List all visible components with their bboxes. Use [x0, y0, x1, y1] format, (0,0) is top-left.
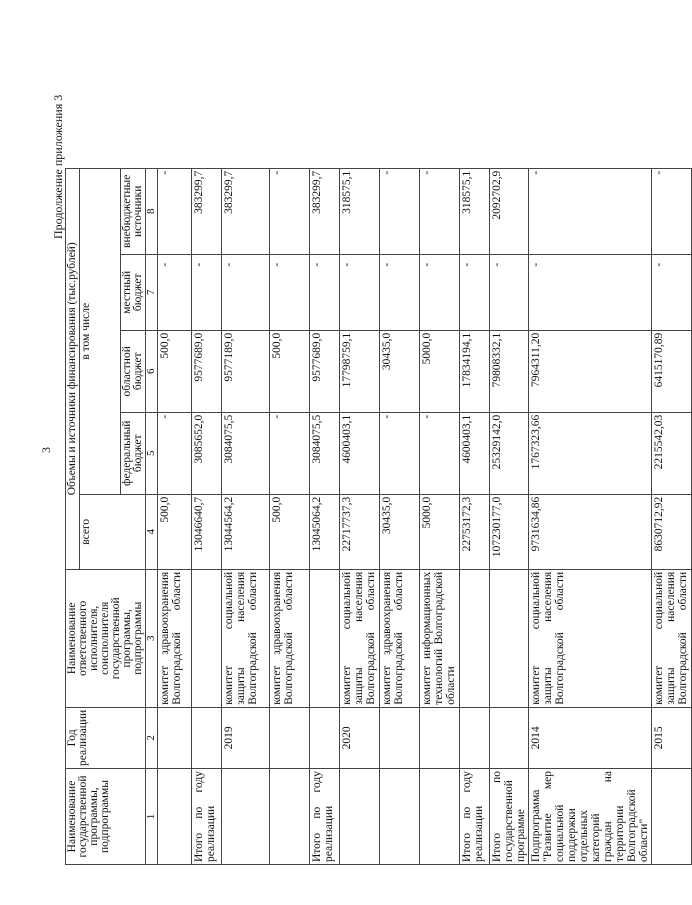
row-executor-cell — [310, 569, 340, 707]
row-federal-value: 2215542,03 — [652, 412, 692, 494]
table-row — [192, 168, 222, 864]
header-federal: федеральный бюджет — [121, 412, 146, 494]
row-local-value: - — [270, 254, 310, 330]
row-year-cell: 2020 — [340, 707, 380, 768]
row-total-value: 107230177,0 — [490, 494, 529, 569]
row-year-cell — [270, 707, 310, 768]
row-total-value: 8630712,92 — [652, 494, 692, 569]
row-extra-value: - — [380, 168, 420, 254]
row-extra-value: 318575,1 — [460, 168, 490, 254]
row-total-value: 22717737,3 — [340, 494, 380, 569]
row-federal-value: - — [420, 412, 460, 494]
row-program-cell — [158, 769, 192, 865]
row-program-cell — [380, 769, 420, 865]
row-executor-cell: комитет социальной защиты населения Волгоградской области — [652, 569, 692, 707]
table-row — [380, 168, 420, 864]
row-regional-value: 6415170,89 — [652, 330, 692, 412]
row-total-value: 30435,0 — [380, 494, 420, 569]
row-federal-value: 3084075,5 — [222, 412, 270, 494]
column-number: 4 — [146, 494, 158, 569]
table-row — [270, 168, 310, 864]
column-number: 3 — [146, 569, 158, 707]
row-total-value: 13046640,7 — [192, 494, 222, 569]
column-number: 1 — [146, 769, 158, 865]
row-regional-value: 9577689,0 — [310, 330, 340, 412]
header-program-name: Наименование государственной программы, подпрограммы — [66, 769, 146, 865]
row-year-cell — [490, 707, 529, 768]
row-program-cell: Итого по году реализации — [192, 769, 222, 865]
row-executor-cell — [460, 569, 490, 707]
row-program-cell: Подпрограмма "Развитие мер социальной поддержки отдельных категорий граждан на территории Волгоградской области" — [529, 769, 652, 865]
row-total-value: 500,0 — [270, 494, 310, 569]
header-executor: Наименование ответственного исполнителя, соисполнителя государственной программы, подпрограммы — [66, 569, 146, 707]
row-local-value: - — [192, 254, 222, 330]
row-year-cell — [192, 707, 222, 768]
row-federal-value: - — [380, 412, 420, 494]
header-year: Год реализации — [66, 707, 146, 768]
row-year-cell — [460, 707, 490, 768]
row-program-cell: Итого по государственной программе — [490, 769, 529, 865]
row-program-cell — [222, 769, 270, 865]
row-regional-value: 9577689,0 — [192, 330, 222, 412]
row-year-cell: 2019 — [222, 707, 270, 768]
row-local-value: - — [420, 254, 460, 330]
row-program-cell: Итого по году реализации — [310, 769, 340, 865]
row-regional-value: 9577189,0 — [222, 330, 270, 412]
table-row — [158, 168, 192, 864]
table-body — [158, 168, 692, 864]
row-extra-value: - — [420, 168, 460, 254]
page-number: 3 — [39, 447, 53, 453]
financing-table — [65, 168, 692, 865]
row-local-value: - — [310, 254, 340, 330]
row-program-cell — [652, 769, 692, 865]
row-local-value: - — [460, 254, 490, 330]
row-extra-value: - — [158, 168, 192, 254]
row-extra-value: 318575,1 — [340, 168, 380, 254]
row-executor-cell: комитет здравоохранения Волгоградской области — [158, 569, 192, 707]
row-local-value: - — [222, 254, 270, 330]
row-regional-value: 17834194,1 — [460, 330, 490, 412]
row-year-cell — [310, 707, 340, 768]
row-federal-value: 1767323,66 — [529, 412, 652, 494]
header-extra: внебюджетные источники — [121, 168, 146, 254]
row-federal-value: - — [158, 412, 192, 494]
table-row — [222, 168, 270, 864]
row-local-value: - — [652, 254, 692, 330]
row-total-value: 9731634,86 — [529, 494, 652, 569]
row-federal-value: - — [270, 412, 310, 494]
row-local-value: - — [158, 254, 192, 330]
table-row — [460, 168, 490, 864]
row-federal-value: 3084075,5 — [310, 412, 340, 494]
row-extra-value: - — [529, 168, 652, 254]
row-year-cell — [158, 707, 192, 768]
row-executor-cell — [192, 569, 222, 707]
row-federal-value: 25329142,0 — [490, 412, 529, 494]
row-year-cell — [420, 707, 460, 768]
row-federal-value: 4600403,1 — [340, 412, 380, 494]
row-local-value: - — [380, 254, 420, 330]
row-regional-value: 7964311,20 — [529, 330, 652, 412]
row-local-value: - — [490, 254, 529, 330]
row-executor-cell: комитет здравоохранения Волгоградской области — [380, 569, 420, 707]
table-row — [529, 168, 652, 864]
row-extra-value: - — [270, 168, 310, 254]
row-executor-cell: комитет социальной защиты населения Волгоградской области — [340, 569, 380, 707]
row-program-cell — [340, 769, 380, 865]
row-regional-value: 500,0 — [158, 330, 192, 412]
header-funding-group: Объемы и источники финансирования (тыс.рублей) — [66, 168, 80, 569]
table-row — [310, 168, 340, 864]
column-number: 6 — [146, 330, 158, 412]
header-total: всего — [80, 494, 146, 569]
row-year-cell: 2014 — [529, 707, 652, 768]
column-number: 5 — [146, 412, 158, 494]
row-regional-value: 5000,0 — [420, 330, 460, 412]
row-extra-value: 383299,7 — [222, 168, 270, 254]
table-row — [420, 168, 460, 864]
column-number: 2 — [146, 707, 158, 768]
row-total-value: 500,0 — [158, 494, 192, 569]
row-local-value: - — [529, 254, 652, 330]
row-extra-value: 2092702,9 — [490, 168, 529, 254]
row-executor-cell: комитет здравоохранения Волгоградской области — [270, 569, 310, 707]
row-executor-cell — [490, 569, 529, 707]
row-regional-value: 17798759,1 — [340, 330, 380, 412]
row-executor-cell: комитет социальной защиты населения Волгоградской области — [529, 569, 652, 707]
row-extra-value: 383299,7 — [192, 168, 222, 254]
row-regional-value: 30435,0 — [380, 330, 420, 412]
table-row — [340, 168, 380, 864]
row-total-value: 13044564,2 — [222, 494, 270, 569]
table-row — [652, 168, 692, 864]
row-extra-value: - — [652, 168, 692, 254]
row-program-cell: Итого по году реализации — [460, 769, 490, 865]
row-program-cell — [420, 769, 460, 865]
row-federal-value: 3085652,0 — [192, 412, 222, 494]
row-year-cell — [380, 707, 420, 768]
header-local: местный бюджет — [121, 254, 146, 330]
header-regional: областной бюджет — [121, 330, 146, 412]
row-federal-value: 4600403,1 — [460, 412, 490, 494]
row-regional-value: 79808332,1 — [490, 330, 529, 412]
row-local-value: - — [340, 254, 380, 330]
column-number: 8 — [146, 168, 158, 254]
row-executor-cell: комитет информационных технологий Волгоградской области — [420, 569, 460, 707]
row-regional-value: 500,0 — [270, 330, 310, 412]
header-including: в том числе — [80, 168, 121, 494]
row-total-value: 13045064,2 — [310, 494, 340, 569]
row-year-cell: 2015 — [652, 707, 692, 768]
row-total-value: 22753172,3 — [460, 494, 490, 569]
row-executor-cell: комитет социальной защиты населения Волгоградской области — [222, 569, 270, 707]
row-extra-value: 383299,7 — [310, 168, 340, 254]
row-total-value: 5000,0 — [420, 494, 460, 569]
row-program-cell — [270, 769, 310, 865]
column-number: 7 — [146, 254, 158, 330]
continuation-label: Продолжение приложения 3 — [51, 94, 65, 239]
table-row — [490, 168, 529, 864]
